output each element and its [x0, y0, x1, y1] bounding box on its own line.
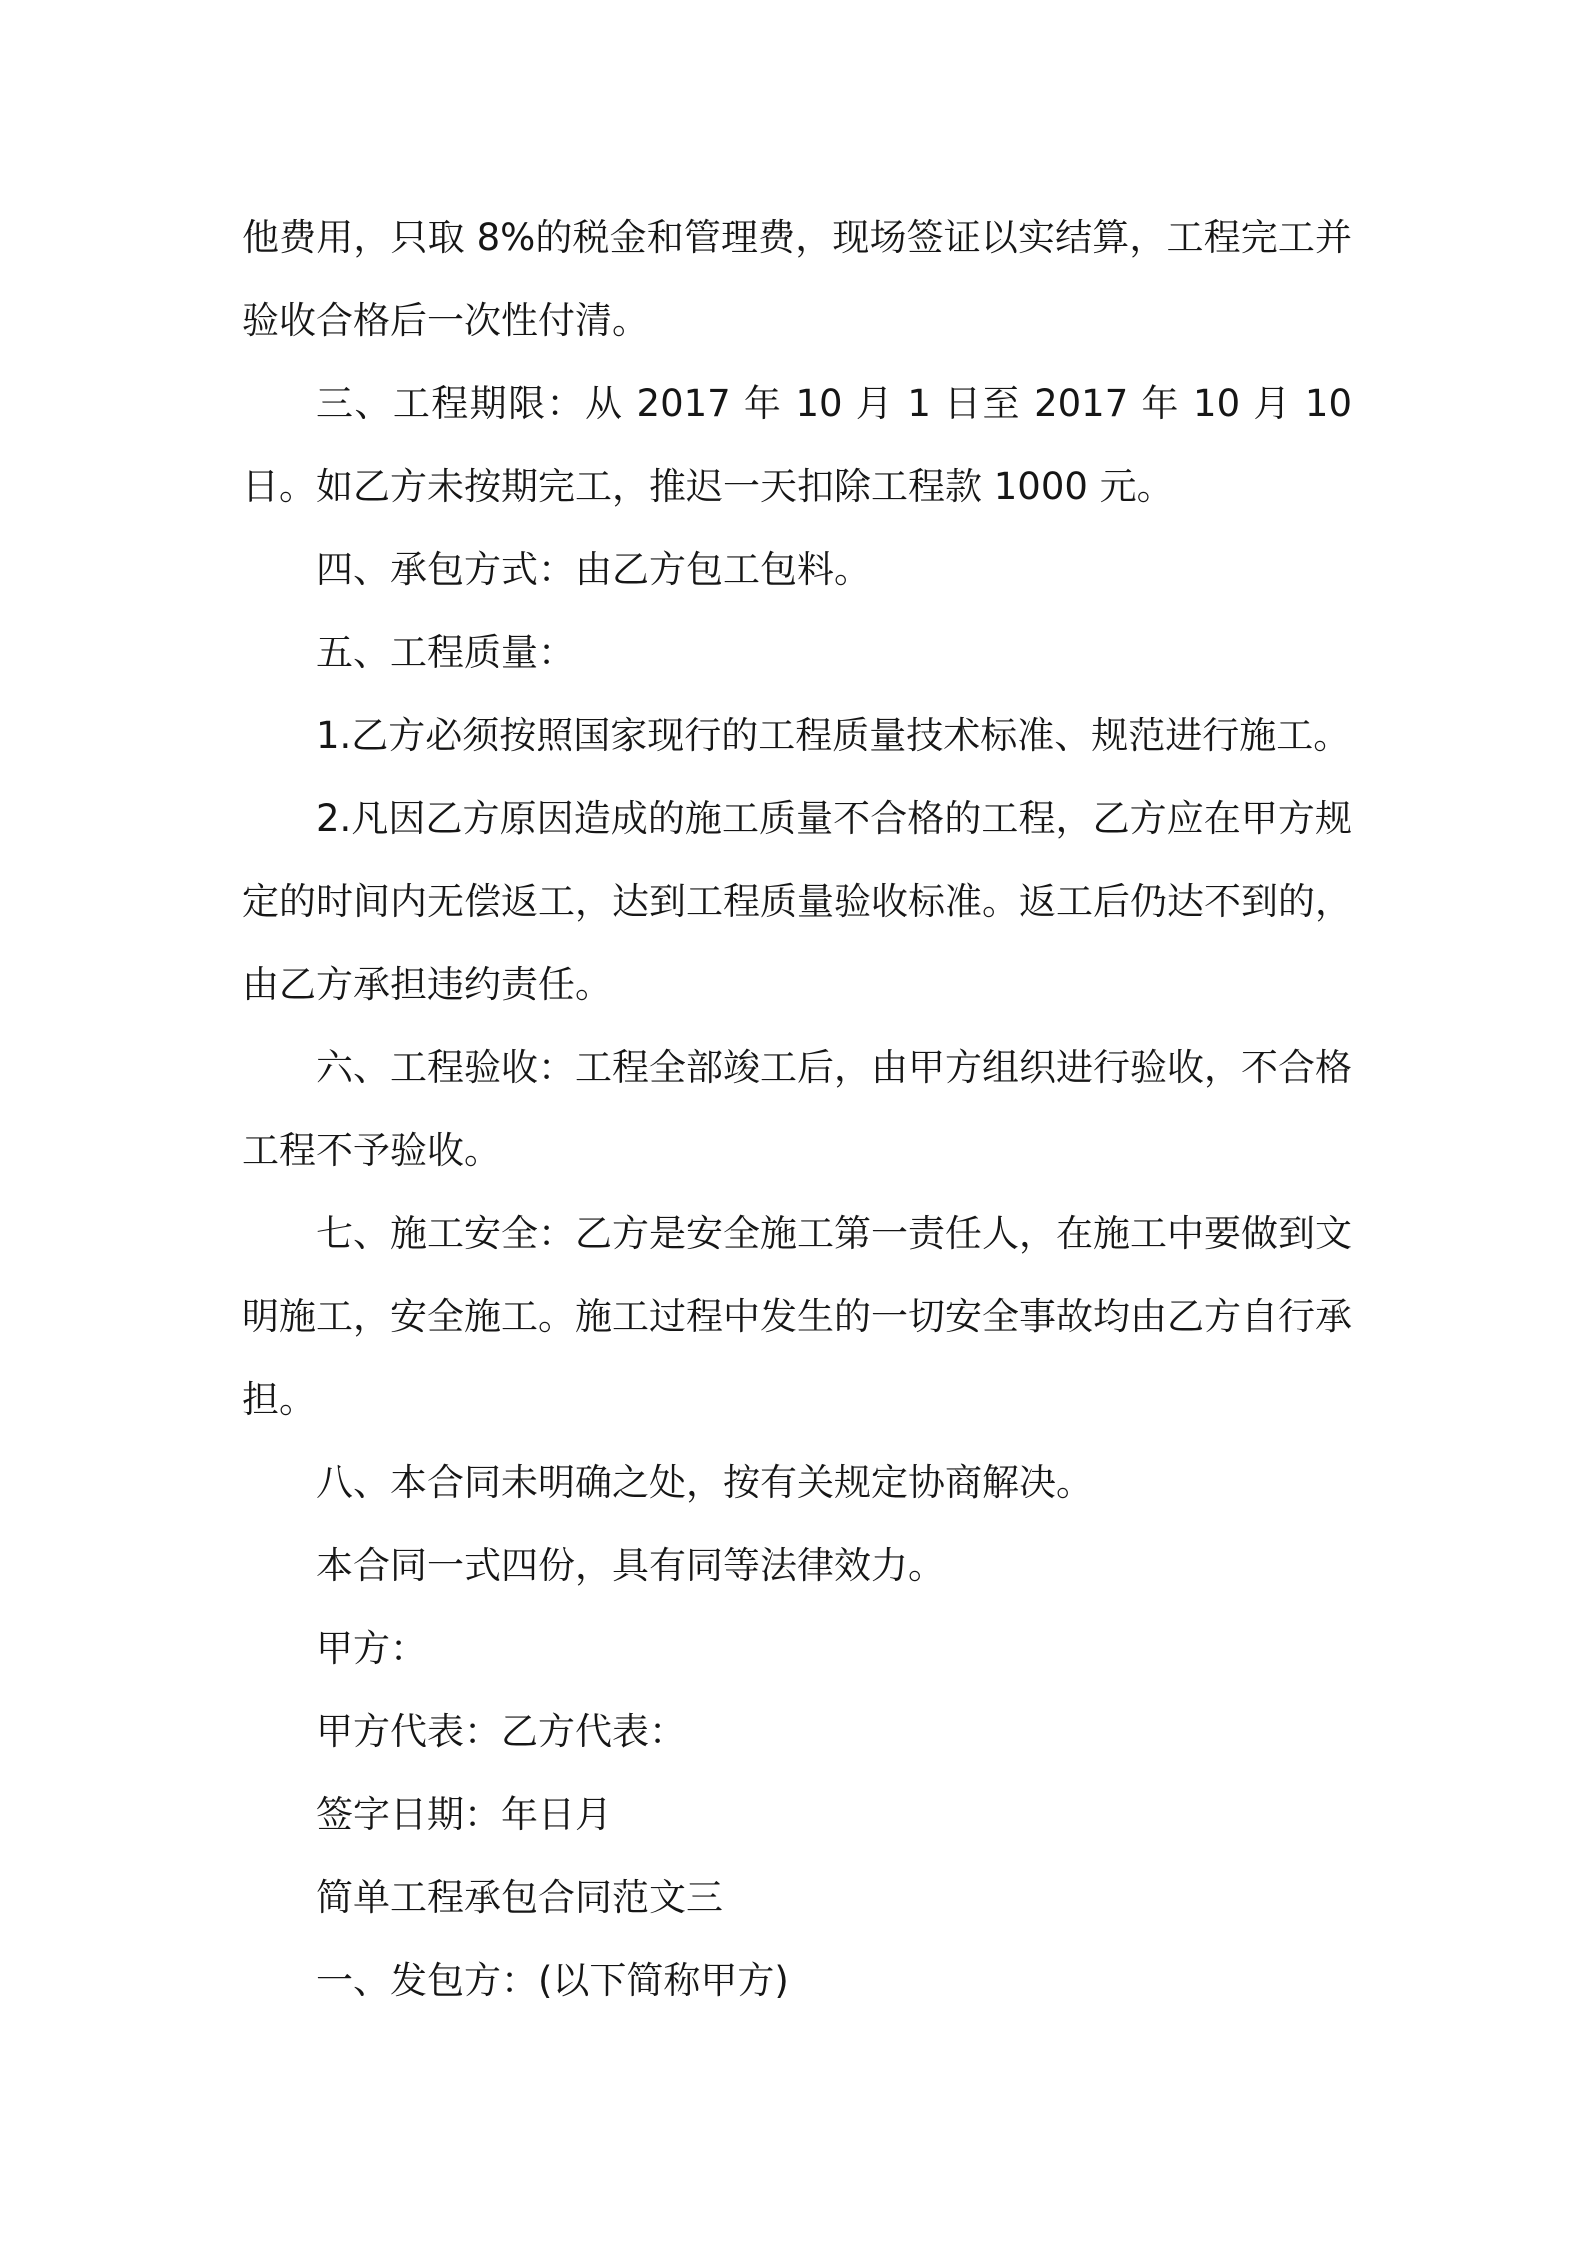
paragraph-fees-continuation: 他费用，只取 8%的税金和管理费，现场签证以实结算，工程完工并验收合格后一次性付清。 [242, 216, 1352, 342]
paragraph-project-period: 三、工程期限：从 2017 年 10 月 1 日至 2017 年 10 月 10 日。如乙方未按期完工，推迟一天扣除工程款 1000 元。 [242, 382, 1352, 508]
paragraph-safety: 七、施工安全：乙方是安全施工第一责任人，在施工中要做到文明施工，安全施工。施工过程中发生的一切安全事故均由乙方自行承担。 [242, 1212, 1352, 1421]
paragraph-signing-date: 签字日期：年日月 [316, 1793, 612, 1836]
paragraph-unspecified-matters: 八、本合同未明确之处，按有关规定协商解决。 [316, 1461, 1093, 1504]
paragraph-quality-item-1: 1.乙方必须按照国家现行的工程质量技术标准、规范进行施工。 [316, 714, 1351, 757]
paragraph-section-title: 简单工程承包合同范文三 [316, 1876, 723, 1919]
paragraph-quality-item-2: 2.凡因乙方原因造成的施工质量不合格的工程，乙方应在甲方规定的时间内无偿返工，达到工程质量验收标准。返工后仍达不到的，由乙方承担违约责任。 [242, 797, 1352, 1006]
paragraph-quality-heading: 五、工程质量： [316, 631, 575, 674]
paragraph-copies: 本合同一式四份，具有同等法律效力。 [316, 1544, 945, 1587]
paragraph-party-a: 甲方： [316, 1627, 427, 1670]
paragraph-representatives: 甲方代表：乙方代表： [316, 1710, 686, 1753]
document-body [242, 196, 1352, 2022]
paragraph-employer: 一、发包方：(以下简称甲方) [316, 1959, 789, 2002]
paragraph-contract-method: 四、承包方式：由乙方包工包料。 [316, 548, 871, 591]
paragraph-acceptance: 六、工程验收：工程全部竣工后，由甲方组织进行验收，不合格工程不予验收。 [242, 1046, 1352, 1172]
